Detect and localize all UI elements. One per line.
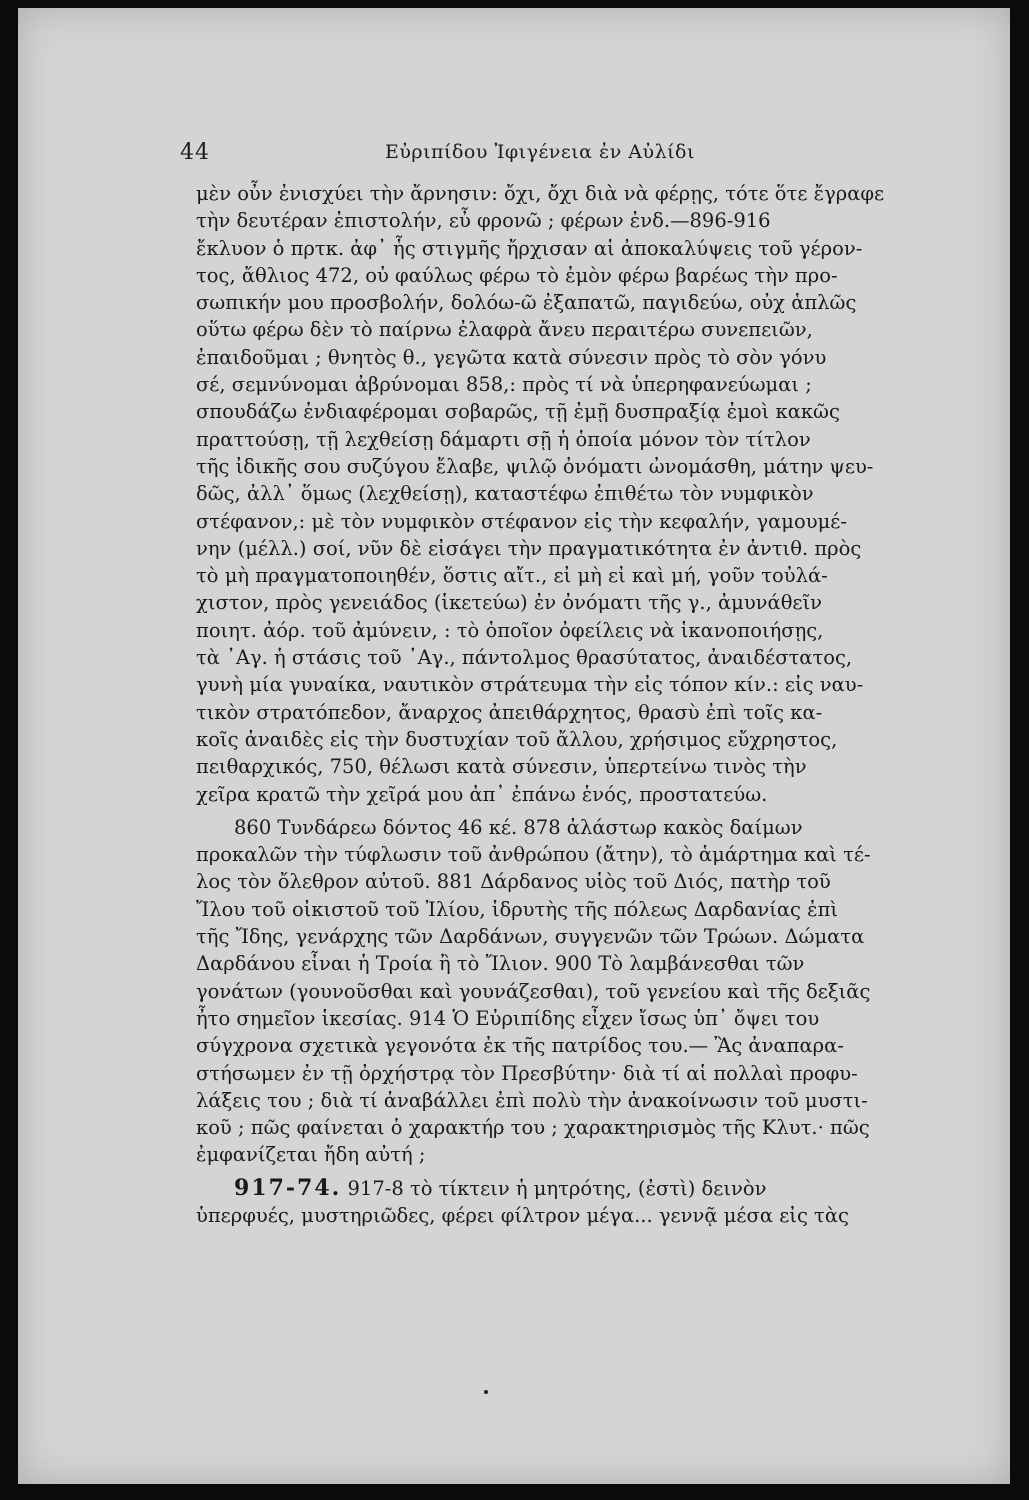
text-line: τὸ μὴ πραγματοποιηθέν, ὅστις αἴτ., εἰ μὴ εἰ καὶ μή, γοῦν τοὐλά- bbox=[196, 564, 828, 588]
text-line: στέφανον,: μὲ τὸν νυμφικὸν στέφανον εἰς τὴν κεφαλήν, γαμουμέ- bbox=[196, 509, 847, 533]
text-line: ἐπαιδοῦμαι ; θνητὸς θ., γεγῶτα κατὰ σύνεσιν πρὸς τὸ σὸν γόνυ bbox=[196, 345, 827, 369]
text-line: τὰ ᾽Αγ. ἡ στάσις τοῦ ᾽Αγ., πάντολμος θρασύτατος, ἀναιδέστατος, bbox=[196, 646, 853, 670]
text-line: λος τὸν ὄλεθρον αὐτοῦ. 881 Δάρδανος υἱὸς τοῦ Διός, πατὴρ τοῦ bbox=[196, 870, 831, 894]
text-line: ἐμφανίζεται ἤδη αὐτή ; bbox=[196, 1143, 426, 1167]
page-number: 44 bbox=[180, 140, 210, 165]
text-line: ἔκλυον ὁ πρτκ. ἀφ᾽ ἧς στιγμῆς ἤρχισαν αἱ ἀποκαλύψεις τοῦ γέρον- bbox=[196, 236, 863, 260]
text-line: προκαλῶν τὴν τύφλωσιν τοῦ ἀνθρώπου (ἄτην), τὸ ἁμάρτημα καὶ τέ- bbox=[196, 843, 871, 867]
text-line-rest: 917-8 τὸ τίκτειν ἡ μητρότης, (ἐστὶ) δεινὸν bbox=[341, 1176, 767, 1200]
text-line: κοῦ ; πῶς φαίνεται ὁ χαρακτήρ του ; χαρακτηρισμὸς τῆς Κλυτ.· πῶς bbox=[196, 1116, 870, 1140]
text-line: στήσωμεν ἐν τῇ ὀρχήστρᾳ τὸν Πρεσβύτην· διὰ τί αἱ πολλαὶ προφυ- bbox=[196, 1061, 858, 1085]
text-line: σωπικήν μου προσβολήν, δολόω-ῶ ἐξαπατῶ, παγιδεύω, οὐχ ἁπλῶς bbox=[196, 291, 857, 315]
text-line: ποιητ. ἀόρ. τοῦ ἀμύνειν, : τὸ ὁποῖον ὀφείλεις νὰ ἱκανοποιήσῃς, bbox=[196, 618, 824, 642]
text-line: σέ, σεμνύνομαι ἀβρύνομαι 858,: πρὸς τί νὰ ὑπερηφανεύωμαι ; bbox=[196, 373, 812, 397]
text-line: 860 Τυνδάρεω δόντος 46 κέ. 878 ἀλάστωρ κακὸς δαίμων bbox=[234, 815, 803, 839]
text-line: γυνὴ μία γυναίκα, ναυτικὸν στράτευμα τὴν εἰς τόπον κίν.: εἰς ναυ- bbox=[196, 673, 864, 697]
text-line: χιστον, πρὸς γενειάδος (ἱκετεύω) ἐν ὀνόματι τῆς γ., ἀμυνάθεῖν bbox=[196, 591, 823, 615]
text-line: νην (μέλλ.) σοί, νῦν δὲ εἰσάγει τὴν πραγματικότητα ἐν ἀντιθ. πρὸς bbox=[196, 536, 862, 560]
text-line: μὲν οὖν ἐνισχύει τὴν ἄρνησιν: ὄχι, ὄχι διὰ νὰ φέρῃς, τότε ὅτε ἔγραφε bbox=[196, 182, 885, 205]
text-line: γονάτων (γουνοῦσθαι καὶ γουνάζεσθαι), τοῦ γενείου καὶ τῆς δεξιᾶς bbox=[196, 979, 871, 1003]
commentary-text bbox=[196, 180, 996, 1229]
text-line: τὴν δευτέραν ἐπιστολήν, εὖ φρονῶ ; φέρων ἐνδ.—896-916 bbox=[196, 209, 771, 233]
text-line: ὑπερφυές, μυστηριῶδες, φέρει φίλτρον μέγα... γεννᾷ μέσα εἰς τὰς bbox=[196, 1203, 849, 1227]
text-line: τος, ἄθλιος 472, οὐ φαύλως φέρω τὸ ἐμὸν φέρω βαρέως τὴν προ- bbox=[196, 263, 838, 287]
text-line: ἦτο σημεῖον ἱκεσίας. 914 Ὁ Εὐριπίδης εἶχεν ἴσως ὑπ᾽ ὄψει του bbox=[196, 1006, 820, 1030]
running-head: Εὐριπίδου Ἰφιγένεια ἐν Αὐλίδι bbox=[385, 141, 695, 163]
text-line: χεῖρα κρατῶ τὴν χεῖρά μου ἀπ᾽ ἐπάνω ἑνός, προστατεύω. bbox=[196, 782, 768, 806]
text-line: πραττούσῃ, τῇ λεχθείσῃ δάμαρτι σῇ ἡ ὁποία μόνον τὸν τίτλον bbox=[196, 427, 811, 451]
text-line: σπουδάζω ἐνδιαφέρομαι σοβαρῶς, τῇ ἐμῇ δυσπραξίᾳ ἐμοὶ κακῶς bbox=[196, 400, 840, 424]
text-line: τῆς ἰδικῆς σου συζύγου ἔλαβε, ψιλῷ ὀνόματι ὠνομάσθη, μάτην ψευ- bbox=[196, 454, 874, 478]
text-line: οὕτω φέρω δὲν τὸ παίρνω ἐλαφρὰ ἄνευ περαιτέρω συνεπειῶν, bbox=[196, 318, 813, 342]
text-line: πειθαρχικός, 750, θέλωσι κατὰ σύνεσιν, ὑπερτείνω τινὸς τὴν bbox=[196, 755, 807, 779]
text-line: κοῖς ἀναιδὲς εἰς τὴν δυστυχίαν τοῦ ἄλλου, χρήσιμος εὔχρηστος, bbox=[196, 727, 838, 751]
text-line bbox=[196, 1175, 996, 1202]
section-heading-number: 917-74. bbox=[234, 1174, 342, 1201]
page-header bbox=[180, 140, 820, 170]
text-line: δῶς, ἀλλ᾽ ὅμως (λεχθείσῃ), καταστέφω ἐπιθέτω τὸν νυμφικὸν bbox=[196, 482, 814, 506]
text-line: σύγχρονα σχετικὰ γεγονότα ἐκ τῆς πατρίδος του.— Ἂς ἀναπαρα- bbox=[196, 1034, 844, 1058]
text-line: Δαρδάνου εἶναι ἡ Τροία ἢ τὸ Ἴλιον. 900 Τὸ λαμβάνεσθαι τῶν bbox=[196, 952, 805, 976]
text-line: τῆς Ἴδης, γενάρχης τῶν Δαρδάνων, συγγενῶν τῶν Τρώων. Δώματα bbox=[196, 925, 865, 949]
text-line: τικὸν στρατόπεδον, ἄναρχος ἀπειθάρχητος, θρασὺ ἐπὶ τοῖς κα- bbox=[196, 700, 823, 724]
text-line: Ἴλου τοῦ οἰκιστοῦ τοῦ Ἰλίου, ἱδρυτὴς τῆς πόλεως Δαρδανίας ἐπὶ bbox=[196, 897, 839, 921]
text-line: λάξεις του ; διὰ τί ἀναβάλλει ἐπὶ πολὺ τὴν ἀνακοίνωσιν τοῦ μυστι- bbox=[196, 1088, 868, 1112]
ink-speck bbox=[484, 1390, 488, 1394]
